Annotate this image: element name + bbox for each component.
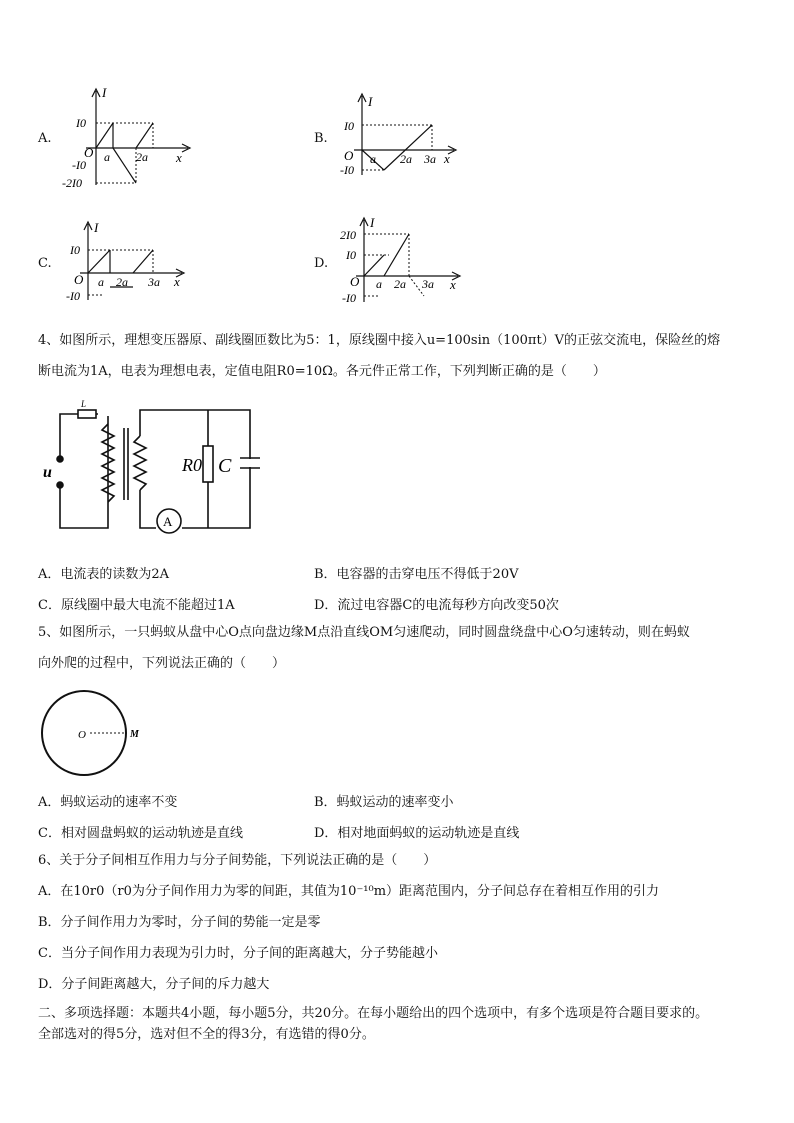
axis-i-label: I (102, 85, 107, 100)
graph-a (58, 85, 198, 195)
x-tick: 2a (400, 152, 412, 166)
origin-label: O (344, 148, 354, 163)
q4-option-a: A．电流表的读数为2A (38, 567, 170, 582)
axis-i-label: I (370, 215, 375, 230)
axis-x-label: x (450, 277, 456, 292)
x-tick: 2a (136, 150, 148, 164)
x-tick: a (98, 275, 104, 289)
origin-label: O (350, 274, 360, 289)
q6-option-a: A．在10r0（r0为分子间作用力为零的间距，其值为10⁻¹⁰m）距离范围内，分子间总存在着相互作用的引力 (38, 884, 660, 899)
x-tick: 2a (116, 275, 128, 289)
q6-option-c: C．当分子间作用力表现为引力时，分子间的距离越大，分子势能越小 (38, 946, 438, 961)
resistor-label: R0 (182, 455, 202, 475)
q5-stem-line2: 向外爬的过程中，下列说法正确的（ ） (38, 656, 286, 671)
source-label: u (43, 464, 52, 481)
y-tick: 2I0 (340, 228, 356, 242)
q4-option-d: D．流过电容器C的电流每秒方向改变50次 (314, 598, 559, 613)
x-tick: 3a (424, 152, 436, 166)
y-tick: I0 (76, 116, 86, 130)
q5-option-d: D．相对地面蚂蚁的运动轨迹是直线 (314, 826, 520, 841)
option-c-letter: C. (38, 256, 52, 271)
x-tick: a (370, 152, 376, 166)
axis-i-label: I (94, 220, 99, 235)
origin-label: O (84, 145, 94, 160)
x-tick: 2a (394, 277, 406, 291)
q4-option-c: C．原线圈中最大电流不能超过1A (38, 598, 235, 613)
q6-option-b: B．分子间作用力为零时，分子间的势能一定是零 (38, 915, 321, 930)
transformer-circuit-figure (40, 396, 265, 536)
q6-stem: 6、关于分子间相互作用力与分子间势能，下列说法正确的是（ ） (38, 853, 437, 868)
option-a-letter: A. (38, 131, 52, 146)
x-tick: 3a (422, 277, 434, 291)
section2-heading-line2: 全部选对的得5分，选对但不全的得3分，有选错的得0分。 (38, 1027, 375, 1042)
q4-stem-line1: 4、如图所示，理想变压器原、副线圈匝数比为5：1，原线圈中接入u=100sin（100πt）V的正弦交流电，保险丝的熔 (38, 333, 721, 348)
q5-option-b: B．蚂蚁运动的速率变小 (314, 795, 454, 810)
rotating-disk-figure (38, 687, 148, 779)
axis-x-label: x (444, 151, 450, 166)
y-tick: -I0 (72, 158, 86, 172)
x-tick: 3a (148, 275, 160, 289)
q5-option-c: C．相对圆盘蚂蚁的运动轨迹是直线 (38, 826, 243, 841)
axis-x-label: x (176, 150, 182, 165)
axis-i-label: I (368, 94, 373, 109)
y-tick: I0 (344, 119, 354, 133)
edge-label: M (130, 729, 139, 740)
q5-stem-line1: 5、如图所示，一只蚂蚁从盘中心O点向盘边缘M点沿直线OM匀速爬动，同时圆盘绕盘中心O匀速转动，则在蚂蚁 (38, 625, 690, 640)
q4-stem-line2: 断电流为1A，电表为理想电表，定值电阻R0=10Ω。各元件正常工作，下列判断正确的是（ ） (38, 364, 606, 379)
y-tick: -2I0 (62, 176, 82, 190)
fuse-label: L (81, 399, 87, 409)
ammeter-label: A (163, 514, 173, 529)
section2-heading-line1: 二、多项选择题：本题共4小题，每小题5分，共20分。在每小题给出的四个选项中，有多个选项是符合题目要求的。 (38, 1006, 709, 1021)
option-b-letter: B. (314, 131, 328, 146)
y-tick: -I0 (340, 163, 354, 177)
y-tick: -I0 (66, 289, 80, 303)
axis-x-label: x (174, 274, 180, 289)
origin-label: O (74, 272, 84, 287)
x-tick: a (376, 277, 382, 291)
option-d-letter: D. (314, 256, 329, 271)
graph-d (334, 214, 464, 306)
y-tick: -I0 (342, 291, 356, 305)
graph-c (58, 218, 188, 306)
capacitor-label: C (218, 455, 232, 477)
y-tick: I0 (70, 243, 80, 257)
q4-option-b: B．电容器的击穿电压不得低于20V (314, 567, 519, 582)
x-tick: a (104, 150, 110, 164)
q5-option-a: A．蚂蚁运动的速率不变 (38, 795, 178, 810)
y-tick: I0 (346, 248, 356, 262)
center-label: O (78, 729, 86, 741)
q6-option-d: D．分子间距离越大，分子间的斥力越大 (38, 977, 270, 992)
graph-b (332, 90, 462, 185)
